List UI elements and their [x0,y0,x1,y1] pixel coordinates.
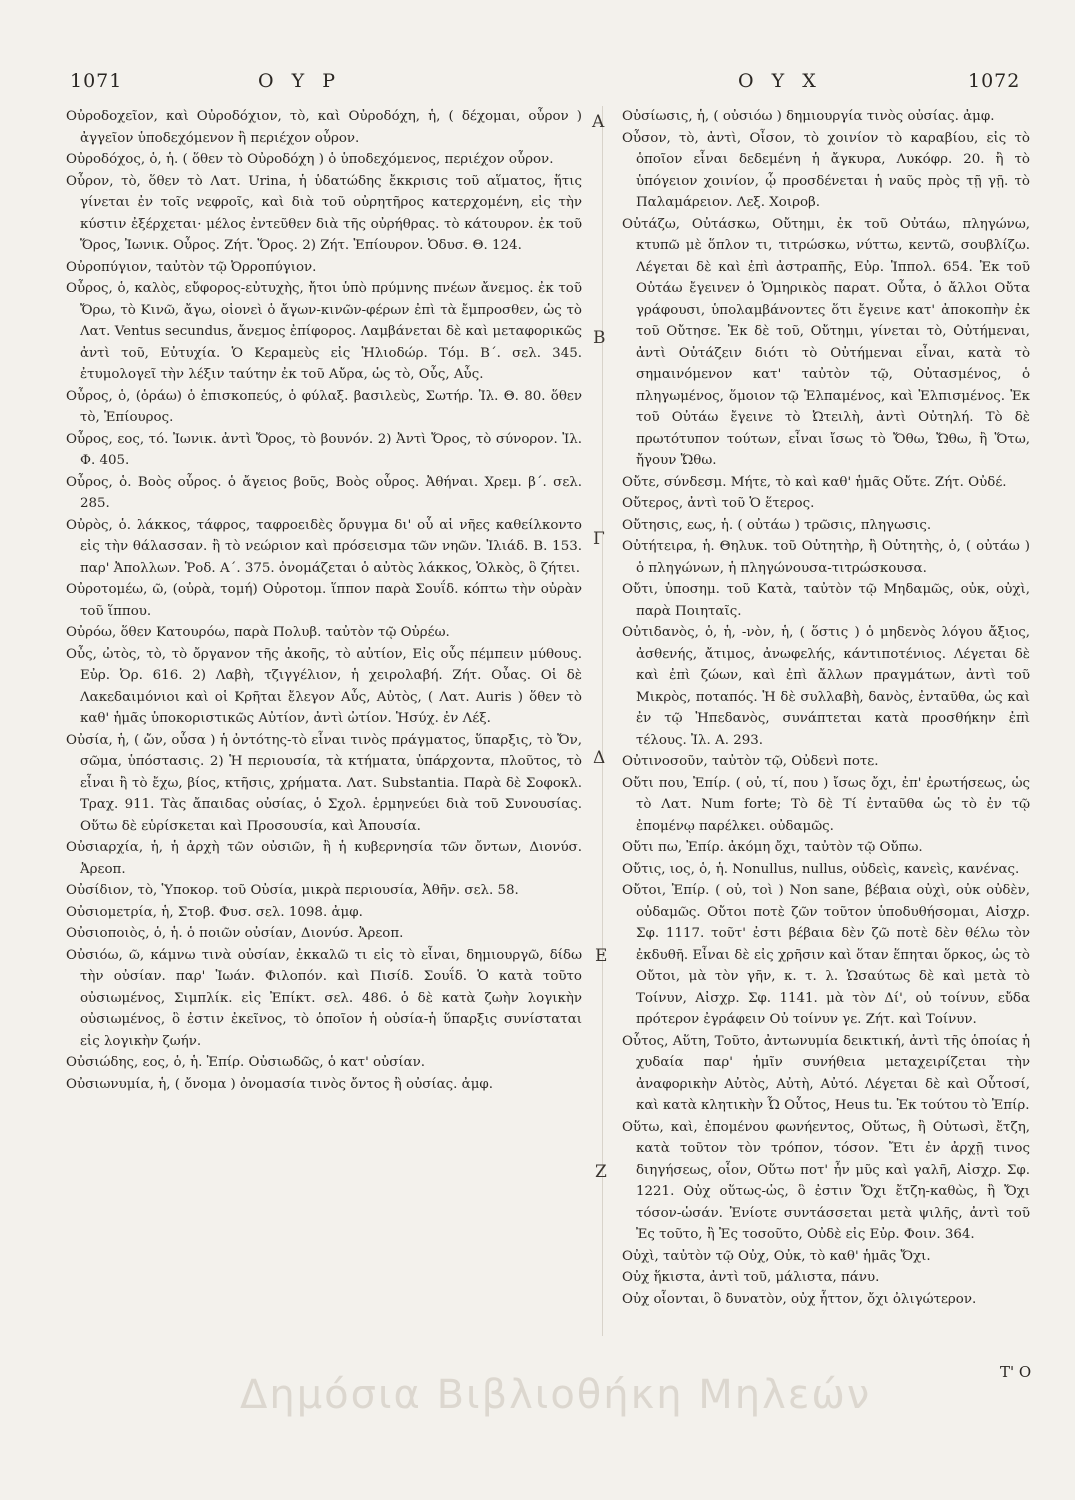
dictionary-entry: Οὐτάζω, Οὐτάσκω, Οὔτημι, ἐκ τοῦ Οὐτάω, πληγώνω, κτυπῶ μὲ ὅπλον τι, τιτρώσκω, νύττω, κεντῶ, σουβλίζω. Λέγεται δὲ καὶ ἐπὶ ἀστραπῆς, Εὐρ. Ἱππολ. 654. Ἐκ τοῦ Οὐτάω ἔγεινεν ὁ Ὁμηρικὸς παρατ. Οὖτα, ὁ ἄλλοι Οὔτα γράφουσι, ὑπολαμβάνοντες ὅτι ἔγεινε κατ' ἀποκοπὴν ἐκ τοῦ Οὔτησε. Ἐκ δὲ τοῦ, Οὔτημι, γίνεται τὸ, Οὐτήμεναι, ἀντὶ Οὐτάζειν διότι τὸ Οὐτήμεναι εἶναι, κατὰ τὸ σημαινόμενον κατ' ταὐτὸν τῷ, Οὐτασμένος, ὁ πληγωμένος, ὅμοιον τῷ Ἐλπαμένος, καὶ Ἐλπισμένος. Ἐκ τοῦ Οὐτάω ἔγεινε τὸ Ὠτειλὴ, ἀντὶ Οὐτηλή. Τὸ δὲ πρωτότυπον τούτων, εἶναι ἴσως τὸ Ὄθω, Ὤθω, ἢ Ὅτω, ἤγουν Ὤθω. [622,216,1030,468]
dictionary-entry: Οὔτερος, ἀντὶ τοῦ Ὁ ἕτερος. [622,496,815,511]
library-watermark-stamp: Δημόσια Βιβλιοθήκη Μηλεών [240,1372,872,1418]
dictionary-entry: Οὐσιωνυμία, ἡ, ( ὄνομα ) ὀνομασία τινὸς ὄντος ἢ οὐσίας. ἀμφ. [66,1076,494,1092]
margin-letter: A [592,112,605,132]
margin-letter: Z [595,1162,607,1182]
dictionary-entry: Οὐχ οἷονται, ὃ δυνατὸν, οὐχ ἧττον, ὄχι ὀλιγώτερον. [622,1291,977,1307]
left-column [66,106,582,1095]
margin-letter: Δ [593,748,606,768]
dictionary-entry: Οὐχ ἥκιστα, ἀντὶ τοῦ, μάλιστα, πάνυ. [622,1270,880,1285]
dictionary-entry: Οὐχὶ, ταὐτὸν τῷ Οὐχ, Οὐκ, τὸ καθ' ἡμᾶς Ὄχι. [622,1248,931,1264]
margin-letter: Γ [593,529,605,549]
dictionary-entry: Οὐσίδιον, τὸ, Ὑποκορ. τοῦ Οὐσία, μικρὰ περιουσία, Ἀθῆν. σελ. 58. [66,883,519,898]
dictionary-entry: Οὔτε, σύνδεσμ. Μήτε, τὸ καὶ καθ' ἡμᾶς Οὔτε. Ζήτ. Οὐδέ. [622,474,1007,490]
catchword: Τ' Ο [1000,1363,1032,1381]
dictionary-entry: Οὐρὸς, ὁ. λάκκος, τάφρος, ταφροειδὲς ὄρυγμα δι' οὗ αἱ νῆες καθείλκοντο εἰς τὴν θάλασσαν. ἢ τὸ νεώριον καὶ πρόσεισμα τῶν νηῶν. Ἰλιάδ. Β. 153. παρ' Ἀπολλων. Ῥοδ. Α΄. 375. ὀνομάζεται ὁ αὐτὸς λάκκος, Ὁλκὸς, ὃ ζήτει. [66,517,582,576]
dictionary-entry: Οὖσον, τὸ, ἀντὶ, Οἶσον, τὸ χοινίον τὸ καραβίου, εἰς τὸ ὁποῖον εἶναι δεδεμένη ἡ ἄγκυρα, Λυκόφρ. 20. ἢ τὸ ὑπόγειον χοινίον, ᾧ προσδένεται ἡ ναῦς πρὸς τῇ γῇ. τὸ Παλαμάρειον. Λεξ. Χοιροβ. [622,130,1030,210]
dictionary-entry: Οὔτι που, Ἐπίρ. ( οὐ, τί, που ) ἴσως ὄχι, ἐπ' ἐρωτήσεως, ὡς τὸ Λατ. Num forte; Τὸ δὲ Τί ἐνταῦθα ὡς τὸ ἐν τῷ ἐπομένῳ παρέλκει. οὐδαμῶς. [622,775,1030,834]
dictionary-entry: Οὐροπύγιον, ταὐτὸν τῷ Ὀρροπύγιον. [66,259,317,275]
dictionary-entry: Οὖρος, ὁ. Βοὸς οὖρος. ὁ ἄγειος βοῦς, Βοὸς οὖρος. Ἀθήναι. Χρεμ. β΄. σελ. 285. [66,474,582,511]
dictionary-entry: Οὔτησις, εως, ἡ. ( οὐτάω ) τρῶσις, πληγωσις. [622,517,932,533]
margin-letter: E [595,946,608,966]
dictionary-entry: Οὐσία, ἡ, ( ὤν, οὖσα ) ἡ ὀντότης-τὸ εἶναι τινὸς πράγματος, ὕπαρξις, τὸ Ὄν, σῶμα, ὑπόστασις. 2) Ἡ περιουσία, τὰ κτήματα, ὑπάρχοντα, πλοῦτος, τὸ εἶναι ἢ τὸ ἔχω, βίος, κτῆσις, χρήματα. Λατ. Substantia. Παρὰ δὲ Σοφοκλ. Τραχ. 911. Τὰς ἄπαιδας οὐσίας, ὁ Σχολ. ἑρμηνεύει διὰ τοῦ Συνουσίας. Οὕτω δὲ εὑρίσκεται καὶ Προσουσία, καὶ Ἀπουσία. [66,732,582,834]
dictionary-entry: Οὖρος, ὁ, (ὁράω) ὁ ἐπισκοπεύς, ὁ φύλαξ. βασιλεὺς, Σωτήρ. Ἰλ. Θ. 80. ὅθεν τὸ, Ἐπίουρος. [66,388,582,425]
dictionary-entry: Οὐσιοποιὸς, ὁ, ἡ. ὁ ποιῶν οὐσίαν, Διονύσ. Ἀρεοπ. [66,926,404,941]
dictionary-entry: Οὐτήτειρα, ἡ. Θηλυκ. τοῦ Οὐτητὴρ, ἢ Οὐτητὴς, ὁ, ( οὐτάω ) ὁ πληγώνων, ἡ πληγώνουσα-τιτρώσκουσα. [622,539,1030,576]
dictionary-entry: Οὕτω, καὶ, ἐπομένου φωνήεντος, Οὕτως, ἢ Οὑτωσὶ, ἔτζη, κατὰ τοῦτον τὸν τρόπον, τόσον. Ἔτι ἐν ἀρχῇ τινος διηγήσεως, οἷον, Οὕτω ποτ' ἦν μῦς καὶ γαλῆ, Αἰσχρ. Σφ. 1221. Οὐχ οὕτως-ὡς, ὃ ἐστιν Ὄχι ἔτζη-καθὼς, ἢ Ὄχι τόσον-ὡσάν. Ἐνίοτε συντάσσεται μετὰ ψιλῆς, ἀντὶ τοῦ Ἐς τοῦτο, ἢ Ἐς τοσοῦτο, Οὐδὲ εἰς Εὐρ. Φοιν. 364. [622,1119,1030,1242]
dictionary-entry: Οὔτι πω, Ἐπίρ. ἀκόμη ὄχι, ταὐτὸν τῷ Οὔπω. [622,840,923,855]
dictionary-entry: Οὐσιώδης, εος, ὁ, ἡ. Ἐπίρ. Οὐσιωδῶς, ὁ κατ' οὐσίαν. [66,1055,426,1070]
column-divider [602,106,603,1336]
margin-letter: B [593,328,606,348]
dictionary-entry: Οὖρος, ὁ, καλὸς, εὔφορος-εὐτυχὴς, ἤτοι ὑπὸ πρύμνης πνέων ἄνεμος. ἐκ τοῦ Ὄρω, τὸ Κινῶ, ἄγω, οἱονεὶ ὁ ἄγων-κινῶν-φέρων ἐπὶ τὰ ἔμπροσθεν, ὡς τὸ Λατ. Ventus secundus, ἄνεμος ἐπίφορος. Λαμβάνεται δὲ καὶ μεταφορικῶς ἀντὶ τοῦ, Εὐτυχία. Ὁ Κεραμεὺς εἰς Ἡλιοδώρ. Τόμ. Β΄. σελ. 345. ἐτυμολογεῖ τὴν λέξιν ταύτην ἐκ τοῦ Αὔρα, ὡς τὸ, Οὖς, Αὖς. [66,281,582,382]
dictionary-entry: Οὔτις, ιος, ὁ, ἡ. Nonullus, nullus, οὐδεὶς, κανεὶς, κανένας. [622,861,1020,877]
dictionary-entry: Οὐροτομέω, ῶ, (οὐρὰ, τομή) Οὐροτομ. ἵππον παρὰ Σουΐδ. κόπτω τὴν οὐρὰν τοῦ ἵππου. [66,582,582,619]
dictionary-entry: Οὔτοι, Ἐπίρ. ( οὐ, τοὶ ) Non sane, βέβαια οὐχὶ, οὐκ οὐδὲν, οὐδαμῶς. Οὔτοι ποτὲ ζῶν τοῦτον ὑποδυθήσομαι, Αἰσχρ. Σφ. 1117. τοῦτ' ἐστι βέβαια δὲν ζῶ ποτὲ δὲν θέλω τὸν ἐκδυθῆ. Εἶναι δὲ εἰς χρῆσιν καὶ ὅταν ἕπηται ὅρκος, ὡς τὸ Οὔτοι, μὰ τὸν γῆν, κ. τ. λ. Ὡσαύτως δὲ καὶ μετὰ τὸ Τοίνυν, Αἰσχρ. Σφ. 1141. μὰ τὸν Δί', οὐ τοίνυν, εὔδα πρότερον ἐγράφειν Οὐ τοίνυν γε. Ζήτ. καὶ Τοίνυν. [622,883,1030,1027]
dictionary-entry: Οὖς, ὠτὸς, τὸ, τὸ ὄργανον τῆς ἀκοῆς, τὸ αὐτίον, Εἰς οὖς πέμπειν μύθους. Εὐρ. Ὀρ. 616. 2) Λαβὴ, τζιγγέλιον, ἡ χειρολαβή. Ζήτ. Οὖας. Οἱ δὲ Λακεδαιμόνιοι καὶ οἱ Κρῆται ἔλεγον Αὖς, Αὐτὸς, ( Λατ. Auris ) ὅθεν τὸ καθ' ἡμᾶς ὑποκοριστικῶς Αὐτίον, ἀντὶ ὠτίον. Ἡσύχ. ἐν Λέξ. [66,646,582,726]
running-head-left: Ο Υ Ρ [258,70,341,92]
dictionary-entry: Οὐσιομετρία, ἡ, Στοβ. Φυσ. σελ. 1098. ἀμφ. [66,904,363,920]
page-number-right: 1072 [968,70,1021,92]
dictionary-entry: Οὐροδοχεῖον, καὶ Οὐροδόχιον, τὸ, καὶ Οὐροδόχη, ἡ, ( δέχομαι, οὖρον ) ἀγγεῖον ὑποδεχόμενον ἢ περιέχον οὖρον. [66,109,582,146]
dictionary-entry: Οὐρόω, ὅθεν Κατουρόω, παρὰ Πολυβ. ταὐτὸν τῷ Οὐρέω. [66,625,450,640]
running-head-right: Ο Υ Χ [738,70,822,92]
dictionary-entry: Οὐροδόχος, ὁ, ἡ. ( ὅθεν τὸ Οὐροδόχη ) ὁ ὑποδεχόμενος, περιέχον οὖρον. [66,152,554,167]
dictionary-entry: Οὐσιόω, ῶ, κάμνω τινὰ οὐσίαν, ἐκκαλῶ τι εἰς τὸ εἶναι, δημιουργῶ, δίδω τὴν οὐσίαν. παρ' Ἰωάν. Φιλοπόν. καὶ Πισίδ. Σουΐδ. Ὁ κατὰ τοῦτο οὐσιωμένος, Σιμπλίκ. εἰς Ἐπίκτ. σελ. 486. ὁ δὲ κατὰ ζωὴν λογικὴν οὐσιωμένος, ὃ ἐστιν ἐκεῖνος, τὸ ὁποῖον ἡ οὐσία-ἡ ὕπαρξις συνίσταται εἰς λογικὴν ζωήν. [66,947,582,1049]
dictionary-entry: Οὐσίωσις, ἡ, ( οὐσιόω ) δημιουργία τινὸς οὐσίας. ἀμφ. [622,109,995,124]
dictionary-entry: Οὖρον, τὸ, ὅθεν τὸ Λατ. Urina, ἡ ὑδατώδης ἔκκρισις τοῦ αἵματος, ἥτις γίνεται ἐν τοῖς νεφροῖς, καὶ διὰ τοῦ οὐρητῆρος κατερχομένη, εἰς τὴν κύστιν ἐξέρχεται· μέλος ἐντεῦθεν διὰ τῆς οὐρήθρας. τὸ κάτουρον. ἐκ τοῦ Ὅρος, Ἰωνικ. Οὖρος. Ζήτ. Ὅρος. 2) Ζήτ. Ἐπίουρον. Ὀδυσ. Θ. 124. [66,173,582,253]
dictionary-entry: Οὐτινοσοῦν, ταὐτὸν τῷ, Οὐδενὶ ποτε. [622,754,879,769]
dictionary-entry: Οὐσιαρχία, ἡ, ἡ ἀρχὴ τῶν οὐσιῶν, ἢ ἡ κυβερνησία τῶν ὄντων, Διονύσ. Ἀρεοπ. [66,840,582,877]
right-column [622,106,1030,1310]
dictionary-entry: Οὔτι, ὑποσημ. τοῦ Κατὰ, ταὐτὸν τῷ Μηδαμῶς, οὐκ, οὐχὶ, παρὰ Ποιηταῖς. [622,582,1030,619]
page-number-left: 1071 [70,70,123,92]
dictionary-entry: Οὖρος, εος, τό. Ἰωνικ. ἀντὶ Ὄρος, τὸ βουνόν. 2) Ἀντὶ Ὄρος, τὸ σύνορον. Ἰλ. Φ. 405. [66,431,582,468]
dictionary-entry: Οὗτος, Αὕτη, Τοῦτο, ἀντωνυμία δεικτική, ἀντὶ τῆς ὁποίας ἡ χυδαία παρ' ἡμῖν συνήθεια μεταχειρίζεται τὴν ἀναφορικὴν Αὐτὸς, Αὐτὴ, Αὐτό. Λέγεται δὲ καὶ Οὗτοσί, καὶ κατὰ κλητικὴν Ὦ Οὗτος, Heus tu. Ἐκ τούτου τὸ Ἐπίρ. [622,1033,1030,1113]
dictionary-entry: Οὐτιδανὸς, ὁ, ἡ, -νὸν, ἡ, ( ὅστις ) ὁ μηδενὸς λόγου ἄξιος, ἀσθενής, ἄτιμος, ἀνωφελής, κάντιποτένιος. Λέγεται δὲ καὶ ἐπὶ ζώων, καὶ ἐπὶ ἄλλων πραγμάτων, ἀντὶ τοῦ Μικρὸς, ποταπός. Ἡ δὲ συλλαβὴ, δανὸς, ἐνταῦθα, ὡς καὶ ἐν τῷ Ἠπεδανὸς, συνάπτεται κατὰ προσθήκην ἐπὶ τέλους. Ἰλ. Α. 293. [622,625,1030,748]
